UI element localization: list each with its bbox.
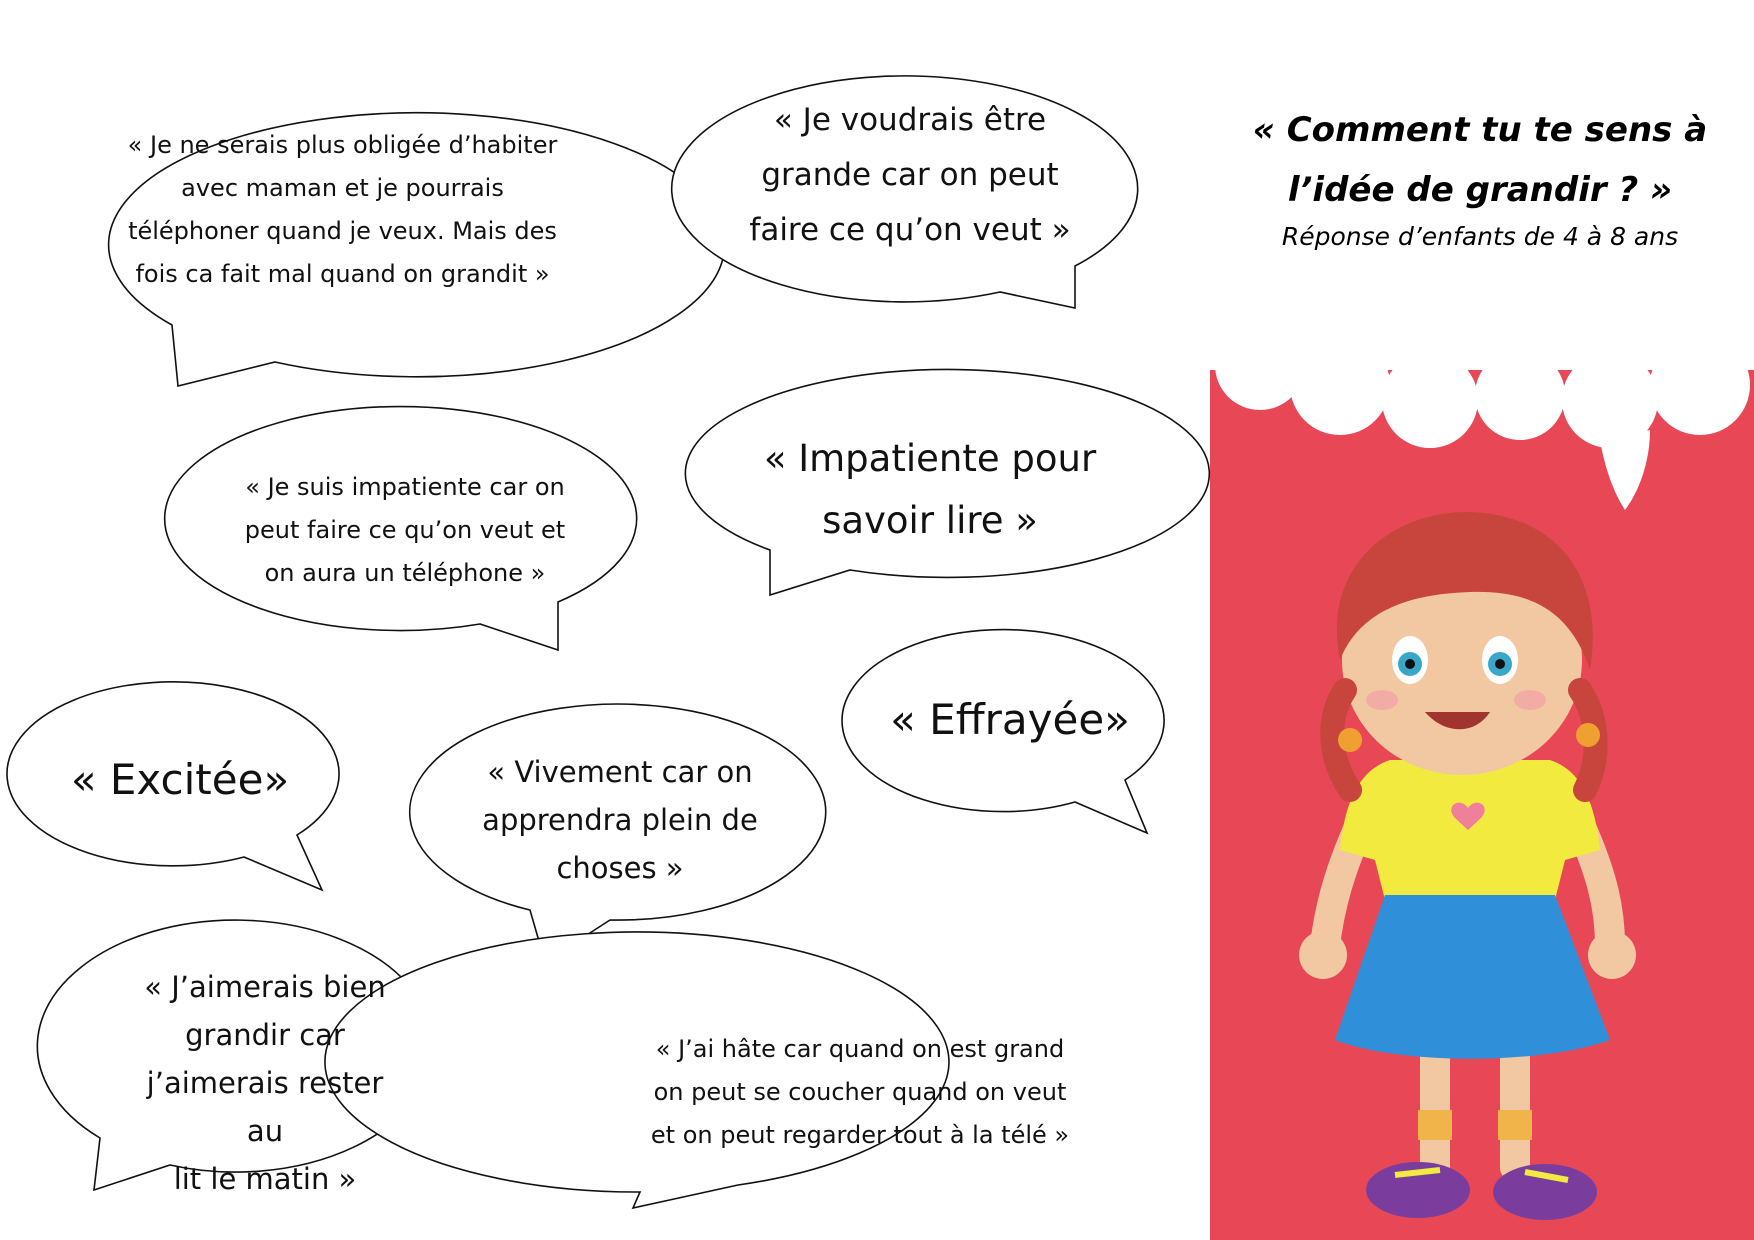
bubble-1-text: « Je ne serais plus obligée d’habiter avec maman et je pourrais téléphoner quand je veux. Mais des fois ca fait mal quand on grandit » bbox=[127, 131, 558, 288]
bubble-4-text: « Impatiente pour savoir lire » bbox=[763, 437, 1097, 542]
bubble-3-text: « Je suis impatiente car on peut faire ce qu’on veut et on aura un téléphone » bbox=[244, 472, 566, 587]
page-title: « Comment tu te sens à l’idée de grandir ? » bbox=[1252, 110, 1708, 210]
bubble-9-text: « J’ai hâte car quand on est grand on peut se coucher quand on veut et on peut regarder tout à la télé » bbox=[650, 1035, 1070, 1149]
bubble-2-text: « Je voudrais être grande car on peut faire ce qu’on veut » bbox=[749, 101, 1071, 248]
page-subtitle: Réponse d’enfants de 4 à 8 ans bbox=[1281, 222, 1679, 251]
bubble-5-text: « Effrayée» bbox=[890, 695, 1130, 744]
bubble-8-text: « J’aimerais bien grandir car j’aimerais rester au lit le matin » bbox=[144, 969, 386, 1196]
bubble-7-text: « Vivement car on apprendra plein de choses » bbox=[482, 755, 758, 885]
bubble-6-text: « Excitée» bbox=[70, 755, 290, 804]
